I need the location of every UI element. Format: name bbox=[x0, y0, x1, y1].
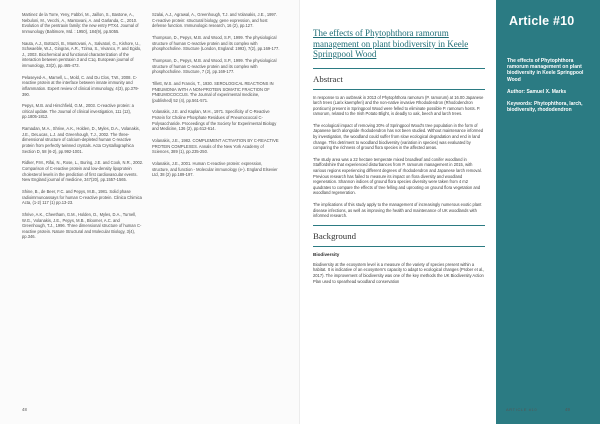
sidebar-title: The effects of Phytophthora ramorum management on plant biodiversity in Keele Springpool Wood bbox=[507, 58, 584, 83]
reference-entry: Nauta, A.J., Bottazzi, B., Mantovani, A., Salvatori, G., Kishore, U., Schwaeble, W.J., Gingras, A.R., Tzima, S., Vivanco, F. and Egido, J., 2003. Biochemical and functional characterization of the interaction between pentraxin 3 and C1q. European journal of immunology, 33(2), pp.465-473. bbox=[22, 40, 142, 68]
section-divider bbox=[313, 246, 485, 247]
reference-entry: Volanakis, J.E. and Kaplan, M.H., 1971. Specificity of C-Reactive Protein for Choline Phosphate Residues of Pneumococcal C-Polysaccharide. Proceedings of the Society for Experimental Biology and Medicine, 136 (2), pp.612-614. bbox=[152, 109, 277, 132]
right-page-number: 49 bbox=[565, 407, 571, 412]
reference-entry: Volanakis, J.E., 2001. Human C-reactive protein: expression, structure, and function - Molecular immunology (e-). England Elsevier Ltd, 38 (2) pp.189-197. bbox=[152, 161, 278, 178]
reference-entry: Tillett, W.S. and Francis, T., 1930. SEROLOGICAL REACTIONS IN PNEUMONIA WITH A NON-PROTEIN SOMATIC FRACTION OF PNEUMOCOCCUS. The Journal of experimental medicine, (published) 52 (4), pp.561-571. bbox=[152, 80, 274, 103]
left-page-number: 48 bbox=[22, 407, 28, 412]
references-column-a bbox=[22, 12, 144, 246]
abstract-paragraph: The ecological impact of removing 20% of Springpool Wood's tree population in the form of Japanese larch alongside rhododendron has not been studied. Without maintenance informed by investigation, the woodland could suffer from slow ecological degradation and end in land change. This detriment to woodland biodiversity (variation in species) was evaluated by comparing the richness of ground flora species in the affected areas. bbox=[313, 122, 484, 151]
reference-entry: Pelaseyed-A., Marnell, L., Mold, C. and Du Clos, T.W., 2008. C-reactive protein at the interface between innate immunity and inflammation. Expert review of clinical immunology, 4(3), pp.379-390. bbox=[22, 74, 139, 97]
abstract-heading: Abstract bbox=[313, 73, 343, 84]
reference-entry: Martinez de la Torre, Yeny, Fabbri, M., Jaillon, S., Bastone, A., Nebuloni, M., Vecchi, A., Mantovani, A. and Garlanda, C., 2010. Evolution of the pentraxin family: the new entry PTX4. Journal of Immunology (Baltimore, Md. : 1950), 184(9), pp.5055. bbox=[22, 12, 139, 34]
section-divider bbox=[313, 89, 485, 90]
reference-entry: Ridker, P.M., Rifai, N., Rose, L., Buring, J.E. and Cook, N.R., 2002. Comparison of C-reactive protein and low-density lipoprotein cholesterol levels in the prediction of first cardiovascular events. New England journal of medicine, 347(20), pp.1557-1565. bbox=[22, 160, 144, 183]
article-sidebar bbox=[496, 0, 600, 424]
reference-entry: Pepys, M.B. and Hirschfield, G.M., 2003. C-reactive protein: a critical update. The Journal of clinical investigation, 111 (12), pp.1805-1812. bbox=[22, 103, 134, 120]
article-meta bbox=[507, 58, 590, 113]
reference-entry: Thompson, D., Pepys, M.B. and Wood, S.P., 1999. The physiological structure of human C-reactive protein and its complex with phosphocholine. Structure, 7 (2), pp.169-177. bbox=[152, 57, 277, 75]
article-footer-label: ARTICLE #10 bbox=[506, 407, 538, 412]
sidebar-author: Author: Samuel X. Marks bbox=[507, 88, 567, 95]
reference-entry: Shrive, A.K., Cheetham, G.M., Holden, D., Myles, D.A., Turnell, W.G., Volanakis, J.E., Pepys, M.B., Bloomer, A.C. and Greenhough, T.J., 1996. Three dimensional structure of human C-reactive protein. Nature Structural and Molecular Biology, 3(4), pp.346. bbox=[22, 211, 142, 240]
biodiversity-paragraph: Biodiversity at the ecosystem level is a measure of the variety of species present within a habitat. It is indicative of an ecosystem's capacity to adapt to ecological changes (Prober et al., 2017). The improvement of biodiversity was one of the key methods the UK Biodiversity Action Plan used to spearhead woodland conservation bbox=[313, 261, 485, 284]
abstract-paragraph: The implications of this study apply to the management of increasingly numerous exotic plant disease infections, as well as improving the health and maintenance of UK woodlands with informed research. bbox=[313, 202, 482, 219]
background-heading: Background bbox=[313, 230, 356, 241]
article-number-label: Article #10 bbox=[509, 14, 575, 28]
reference-entry: Shine, B., de Beer, F.C. and Pepys, M.B., 1981. Solid phase radioimmunoassays for human C-reactive protein. Clinica Chimica Acta, (1-2) 117 (1) pp.13-23. bbox=[22, 188, 142, 206]
reference-entry: Volanakis, J.E., 1982. COMPLEMENT ACTIVATION BY C-REACTIVE PROTEIN COMPLEXES. Annals of the New York Academy of Sciences, 389 (1), pp.235-250. bbox=[152, 138, 279, 155]
biodiversity-subheading: Biodiversity bbox=[313, 251, 340, 257]
reference-entry: Szalai, A.J., Agrawal, A., Greenhough, T.J. and Volanakis, J.E., 1997. C-reactive protein: structural biology, gene expression, and host defense function. Immunologic research, 16 (2), pp.127. bbox=[152, 12, 278, 29]
article-body bbox=[313, 28, 485, 290]
abstract-paragraph: In response to an outbreak in 2013 of Phytophthora ramorum (P. ramorum) at 16.00 Japanese larch trees (Larix kaempferi) and the non-native invasive Rhododendron (Rhododendron ponticum) present in Springpool Wood were felled to eliminate possible P. ramorum hosts. P. ramorum, related to the Irish Potato Blight, is deadly to oak, beech and larch trees. bbox=[313, 94, 484, 117]
article-title-link[interactable]: The effects of Phytophthora ramorum management on plant biodiversity in Keele Springpool Wood bbox=[313, 28, 469, 59]
reference-entry: Ramadan, M.A., Shrive, A.K., Holden, D., Myles, D.A., Volanakis, J.E., DeLucas, L.J. and Greenhough, T.J., 2002. The three-dimensional structure of calcium-depleted human C-reactive protein from perfectly twinned crystals. Acta Crystallographica Section D, 58 (6-2), pp.992-1001. bbox=[22, 126, 140, 154]
sidebar-keywords: Keywords: Phytophthora, larch, biodiversity, rhododendron bbox=[507, 101, 583, 114]
abstract-paragraph: The study area was a 22 hectare temperate mixed broadleaf and conifer woodland in Staffordshire that experienced disturbances from P. ramorum management in 2015, with various regions experiencing different degrees of rhododendron and Japanese larch removal. Previous research has failed to measure its impact on flora diversity and woodland regeneration. Shannon indices of ground flora species diversity were taken from 4 m2 quadrates to compare the effects of tree felling and uprooting on ground flora vegetation and woodland regeneration. bbox=[313, 156, 482, 196]
section-divider bbox=[313, 68, 485, 69]
references-column-b bbox=[152, 12, 280, 184]
section-divider bbox=[313, 225, 485, 226]
reference-entry: Thompson, D., Pepys, M.B. and Wood, S.P., 1999. The physiological structure of human C-reactive protein and its complex with phosphocholine. Structure (London, England: 1993), 7(2), pp.169-177. bbox=[152, 34, 280, 52]
